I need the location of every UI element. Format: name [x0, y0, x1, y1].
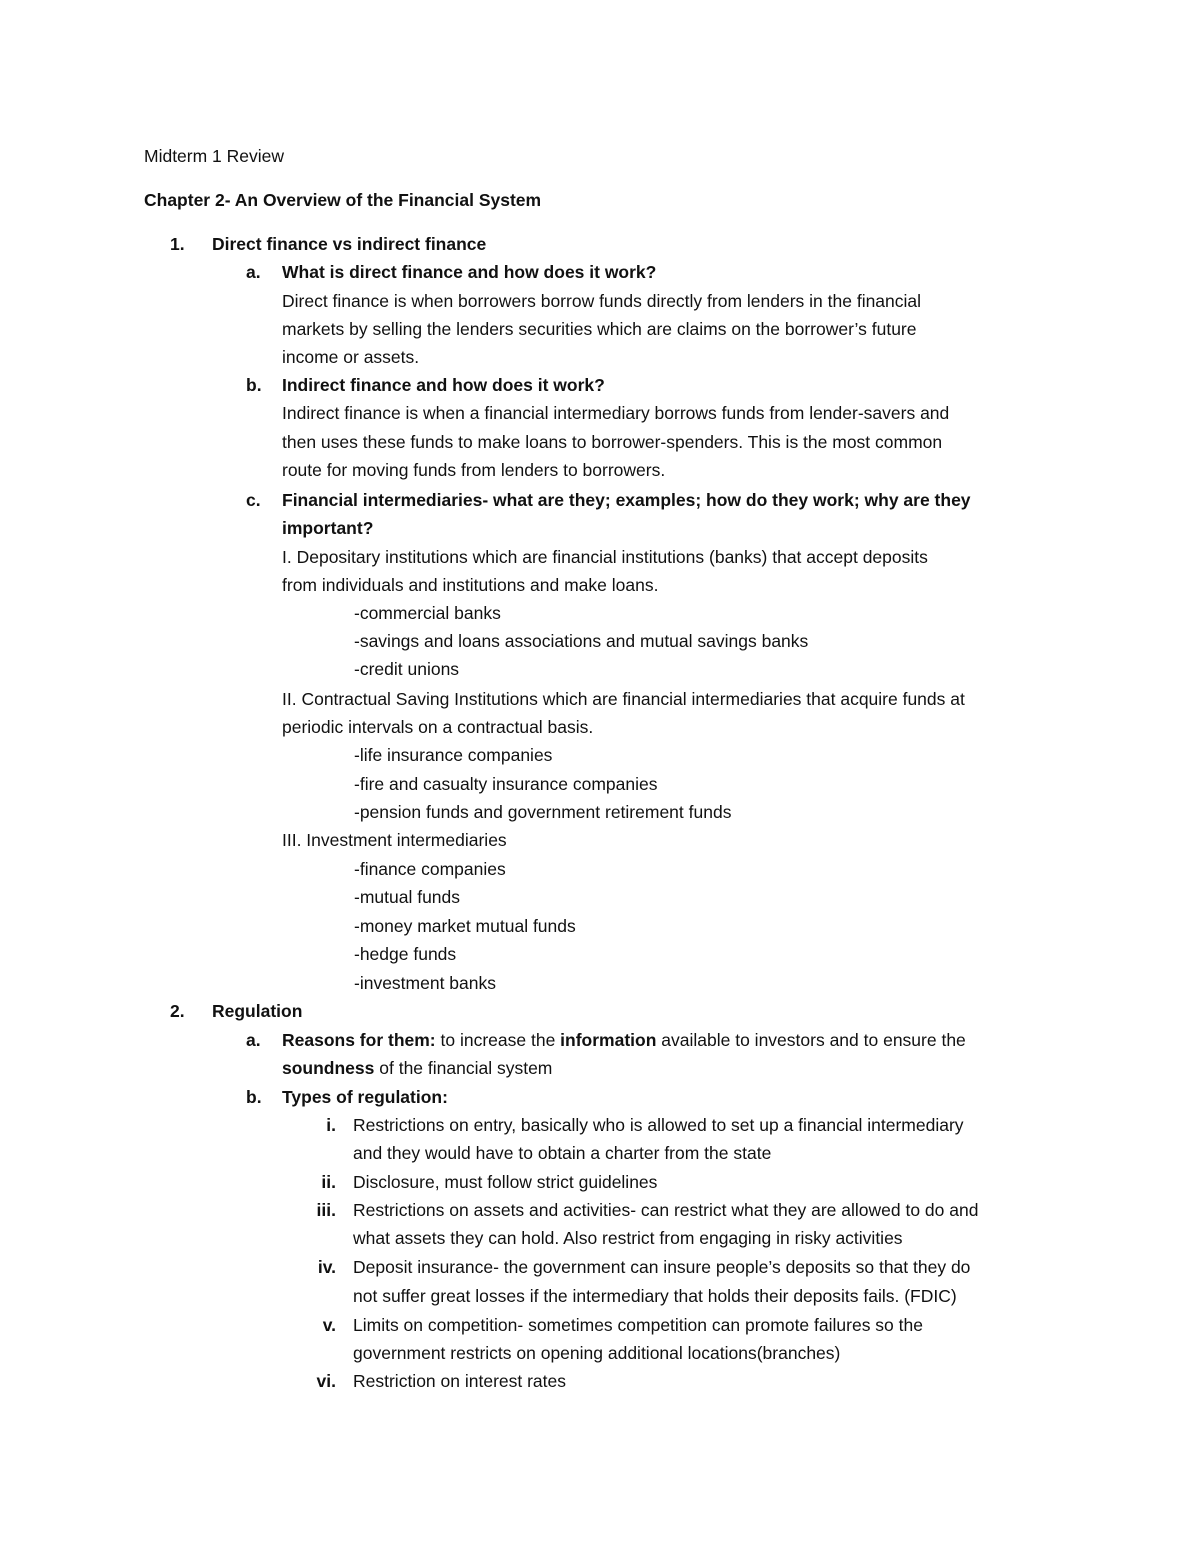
- list-item: -credit unions: [354, 659, 460, 679]
- roman-marker: iii.: [316, 1200, 336, 1220]
- regulation-line: Disclosure, must follow strict guidelines: [353, 1172, 658, 1192]
- answer-line: Indirect finance is when a financial intermediary borrows funds from lender-savers and: [282, 403, 950, 423]
- reasons-label: Reasons for them:: [282, 1030, 436, 1050]
- regulation-line: Restriction on interest rates: [353, 1371, 567, 1391]
- list-item: -life insurance companies: [354, 745, 553, 765]
- reasons-text: available to investors and to ensure the: [656, 1030, 966, 1050]
- reasons-line: [282, 1054, 552, 1082]
- section-heading: Regulation: [212, 1001, 303, 1021]
- group-line: periodic intervals on a contractual basis.: [282, 717, 594, 737]
- item-marker: a.: [246, 262, 261, 282]
- regulation-line: Deposit insurance- the government can insure people’s deposits so that they do: [353, 1257, 971, 1277]
- roman-marker: iv.: [317, 1257, 336, 1277]
- list-item: -money market mutual funds: [354, 916, 576, 936]
- list-item: -savings and loans associations and mutual savings banks: [354, 631, 809, 651]
- types-heading: Types of regulation:: [282, 1087, 448, 1107]
- section-number: 2.: [170, 1001, 185, 1021]
- item-marker: c.: [246, 490, 261, 510]
- roman-marker: ii.: [321, 1172, 336, 1192]
- group-line: I. Depositary institutions which are financial institutions (banks) that accept deposits: [282, 547, 928, 567]
- regulation-line: not suffer great losses if the intermediary that holds their deposits fails. (FDIC): [353, 1286, 957, 1306]
- section-heading: Direct finance vs indirect finance: [212, 234, 487, 254]
- item-marker: b.: [246, 1087, 262, 1107]
- list-item: -mutual funds: [354, 887, 461, 907]
- regulation-line: what assets they can hold. Also restrict from engaging in risky activities: [353, 1228, 903, 1248]
- group-line: III. Investment intermediaries: [282, 830, 507, 850]
- document-title: Midterm 1 Review: [144, 146, 285, 166]
- group-line: II. Contractual Saving Institutions which are financial intermediaries that acquire funds at: [282, 689, 965, 709]
- item-marker: b.: [246, 375, 262, 395]
- section-number: 1.: [170, 234, 185, 254]
- reasons-text: of the financial system: [374, 1058, 553, 1078]
- list-item: -fire and casualty insurance companies: [354, 774, 658, 794]
- answer-line: income or assets.: [282, 347, 420, 367]
- roman-marker: vi.: [316, 1371, 336, 1391]
- chapter-title: Chapter 2- An Overview of the Financial System: [144, 190, 542, 210]
- reasons-keyword: soundness: [282, 1058, 375, 1078]
- answer-line: route for moving funds from lenders to borrowers.: [282, 460, 666, 480]
- answer-line: Direct finance is when borrowers borrow funds directly from lenders in the financial: [282, 291, 922, 311]
- regulation-line: Restrictions on assets and activities- can restrict what they are allowed to do and: [353, 1200, 979, 1220]
- list-item: -hedge funds: [354, 944, 457, 964]
- regulation-line: Limits on competition- sometimes competition can promote failures so the: [353, 1315, 923, 1335]
- answer-line: markets by selling the lenders securities which are claims on the borrower’s future: [282, 319, 917, 339]
- answer-line: then uses these funds to make loans to borrower-spenders. This is the most common: [282, 432, 943, 452]
- group-line: from individuals and institutions and make loans.: [282, 575, 659, 595]
- list-item: -commercial banks: [354, 603, 501, 623]
- reasons-text: to increase the: [435, 1030, 561, 1050]
- regulation-line: government restricts on opening additional locations(branches): [353, 1343, 841, 1363]
- list-item: -pension funds and government retirement funds: [354, 802, 732, 822]
- question-heading: Financial intermediaries- what are they; examples; how do they work; why are they: [282, 490, 971, 510]
- list-item: -investment banks: [354, 973, 497, 993]
- regulation-line: Restrictions on entry, basically who is allowed to set up a financial intermediary: [353, 1115, 964, 1135]
- roman-marker: v.: [322, 1315, 336, 1335]
- roman-marker: i.: [326, 1115, 336, 1135]
- question-heading: important?: [282, 518, 374, 538]
- reasons-keyword: information: [560, 1030, 657, 1050]
- item-marker: a.: [246, 1030, 261, 1050]
- regulation-line: and they would have to obtain a charter from the state: [353, 1143, 772, 1163]
- list-item: -finance companies: [354, 859, 506, 879]
- question-heading: Indirect finance and how does it work?: [282, 375, 605, 395]
- reasons-line: [282, 1026, 966, 1054]
- question-heading: What is direct finance and how does it work?: [282, 262, 657, 282]
